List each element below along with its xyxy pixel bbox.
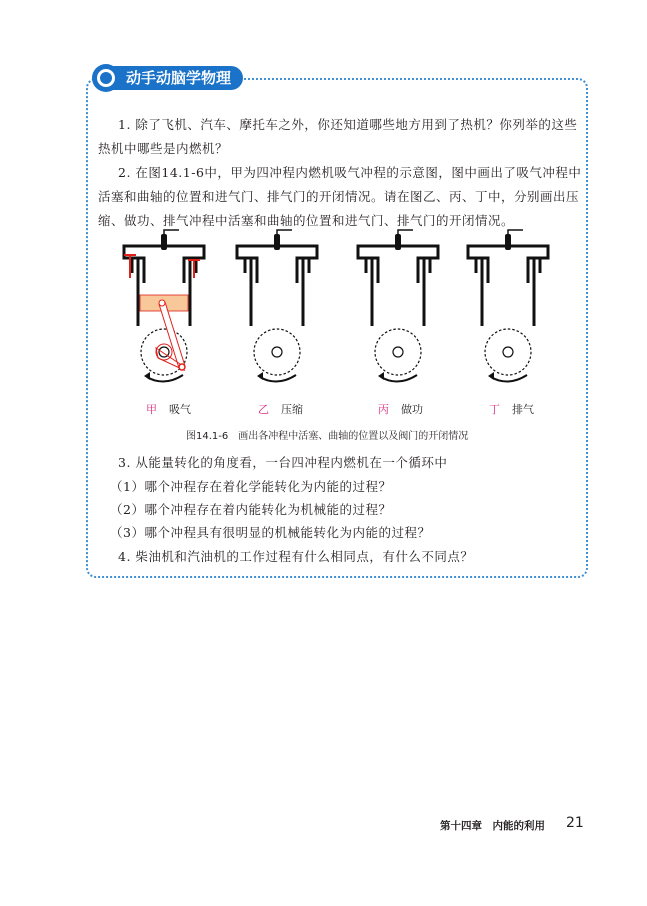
spark-plug-wire [508, 230, 523, 234]
rotation-arrow-icon [381, 375, 417, 382]
figure-caption: 图14.1-6 画出各冲程中活塞、曲轴的位置以及阀门的开闭情况 [186, 431, 469, 442]
rotation-arrow-icon [147, 375, 183, 382]
spark-plug-icon [161, 234, 167, 250]
engine-label-4: 丁 排气 [489, 403, 534, 416]
engine-label-3: 丙 做功 [378, 403, 423, 416]
spark-plug-icon [505, 234, 511, 250]
cylinder-wall [251, 258, 303, 326]
crankshaft [272, 347, 282, 357]
cylinder-wall [482, 258, 534, 326]
section-badge-icon [92, 64, 120, 92]
q2-line2: 活塞和曲轴的位置和进气门、排气门的开闭情况。请在图乙、丙、丁中，分别画出压 [98, 189, 580, 204]
q2-line3: 缩、做功、排气冲程中活塞和曲轴的位置和进气门、排气门的开闭情况。 [98, 213, 515, 228]
arrowhead-icon [257, 372, 263, 380]
chapter-footer: 第十四章 内能的利用 [440, 820, 545, 832]
spark-plug-wire [277, 230, 292, 234]
q4: 4. 柴油机和汽油机的工作过程有什么相同点，有什么不同点？ [118, 549, 474, 564]
cylinder-wall [372, 258, 424, 326]
cylinder-head [468, 246, 548, 283]
q3-1: （1）哪个冲程存在着化学能转化为内能的过程？ [110, 479, 392, 494]
crankshaft [393, 347, 403, 357]
rotation-arrow-icon [491, 375, 527, 382]
cylinder-head [124, 246, 204, 283]
q3-3: （3）哪个冲程具有很明显的机械能转化为内能的过程？ [110, 525, 431, 540]
cylinder-head [237, 246, 317, 283]
arrowhead-icon [378, 372, 384, 380]
arrowhead-icon [488, 372, 494, 380]
rotation-arrow-icon [260, 375, 296, 382]
crank-pin [179, 364, 185, 370]
page-number: 21 [566, 815, 584, 831]
q2-line1: 2. 在图14.1-6中，甲为四冲程内燃机吸气冲程的示意图，图中画出了吸气冲程中 [118, 165, 582, 180]
arrowhead-icon [144, 372, 150, 380]
spark-plug-wire [164, 230, 179, 234]
spark-plug-icon [274, 234, 280, 250]
q1-line2: 热机中哪些是内燃机？ [98, 141, 229, 156]
crankshaft [503, 347, 513, 357]
q1-line1: 1. 除了飞机、汽车、摩托车之外，你还知道哪些地方用到了热机？你列举的这些 [118, 117, 578, 132]
spark-plug-icon [395, 234, 401, 250]
section-title: 动手动脑学物理 [110, 66, 243, 90]
q3: 3. 从能量转化的角度看，一台四冲程内燃机在一个循环中 [118, 455, 448, 470]
q3-2: （2）哪个冲程存在着内能转化为机械能的过程？ [110, 502, 392, 517]
piston-pin [159, 300, 165, 306]
engine-label-1: 甲 吸气 [146, 403, 191, 416]
cylinder-head [358, 246, 438, 283]
spark-plug-wire [398, 230, 413, 234]
engine-label-2: 乙 压缩 [258, 403, 303, 416]
